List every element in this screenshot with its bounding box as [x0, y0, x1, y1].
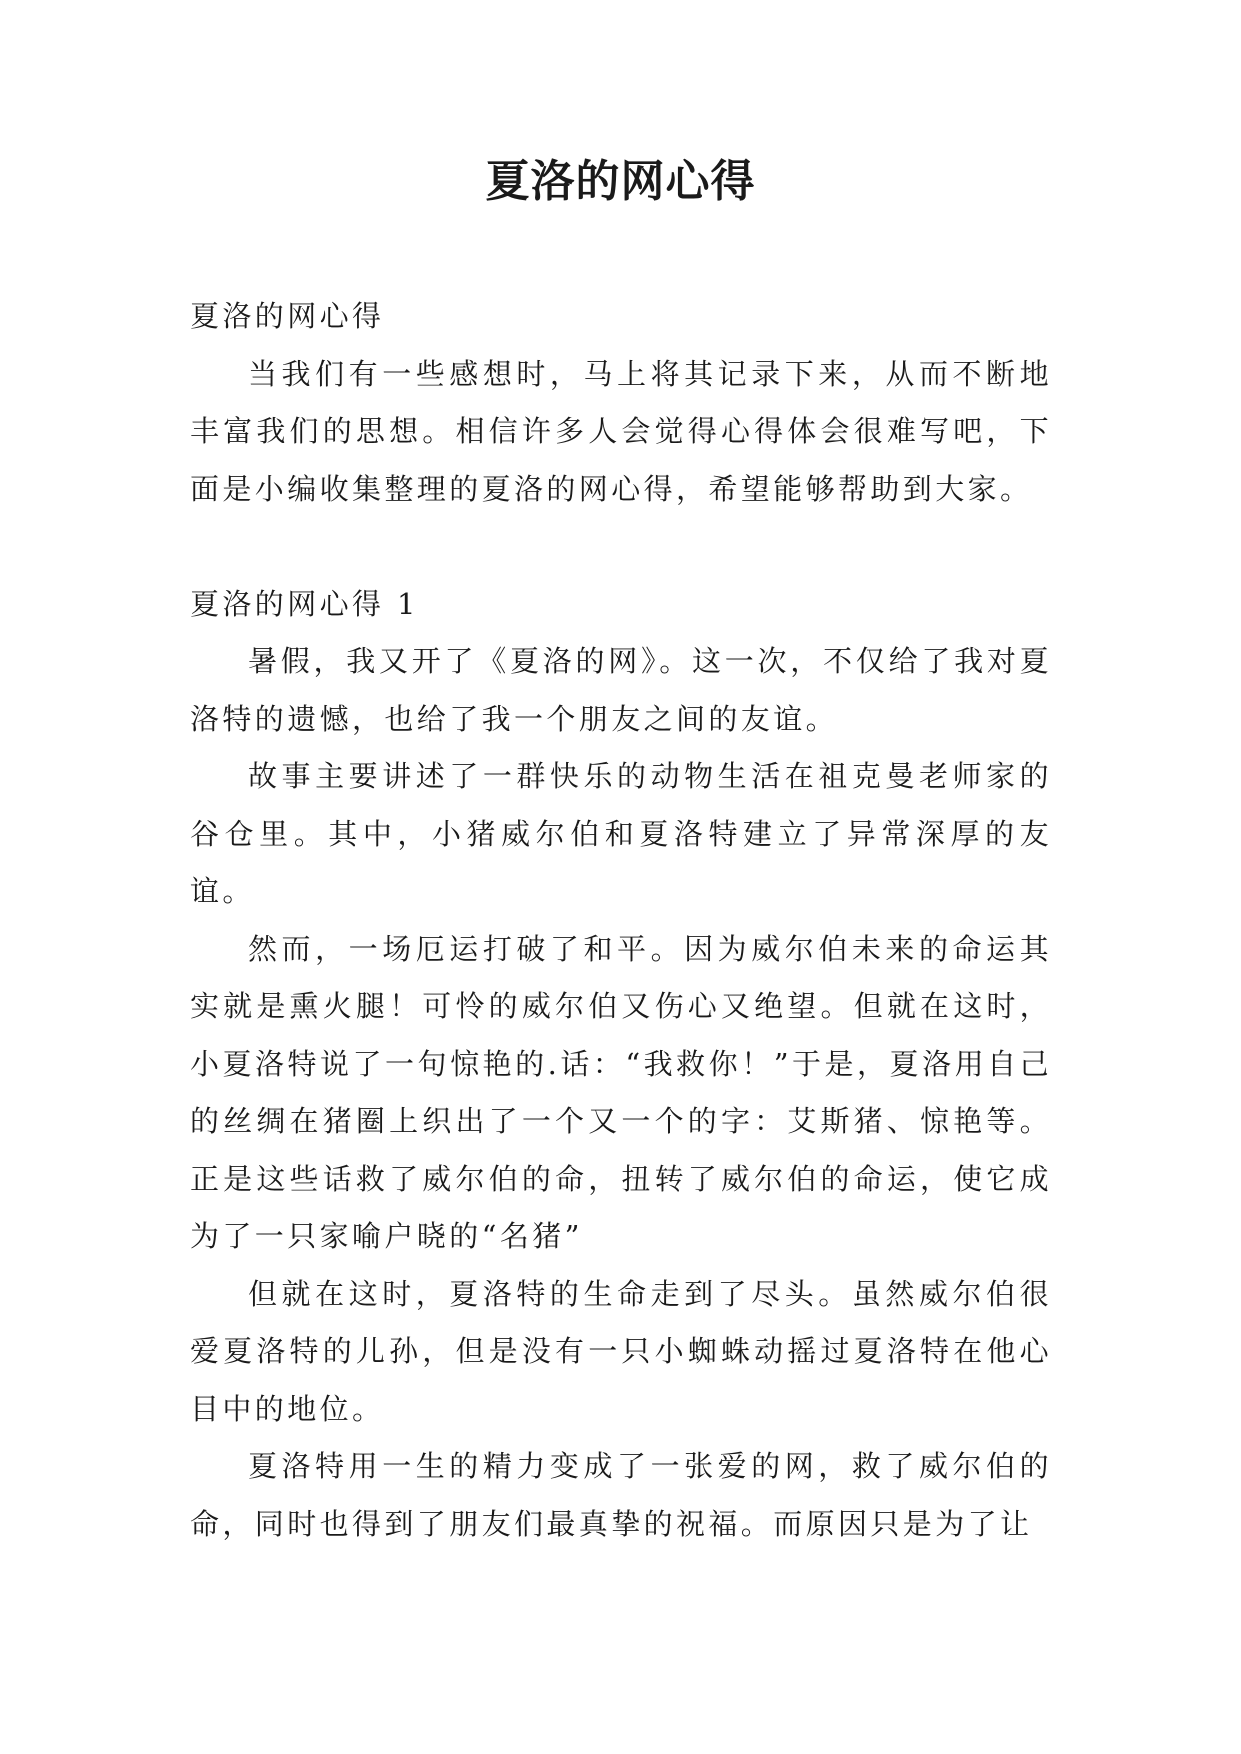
document-title: 夏洛的网心得: [485, 156, 756, 207]
document-body: [190, 288, 1052, 1553]
section-spacer: [190, 518, 1052, 576]
body-paragraph-5: 夏洛特用一生的精力变成了一张爱的网，救了威尔伯的命，同时也得到了朋友们最真挚的祝福。而原因只是为了让: [190, 1449, 1052, 1541]
body-paragraph-1: 暑假，我又开了《夏洛的网》。这一次，不仅给了我对夏洛特的遗憾，也给了我一个朋友之间的友谊。: [190, 644, 1052, 736]
section-heading: 夏洛的网心得 1: [190, 586, 419, 621]
intro-heading: 夏洛的网心得: [190, 299, 385, 333]
body-paragraph-4: 但就在这时，夏洛特的生命走到了尽头。虽然威尔伯很爱夏洛特的儿孙，但是没有一只小蜘蛛动摇过夏洛特在他心目中的地位。: [190, 1276, 1052, 1426]
intro-paragraph: 当我们有一些感想时，马上将其记录下来，从而不断地丰富我们的思想。相信许多人会觉得心得体会很难写吧，下面是小编收集整理的夏洛的网心得，希望能够帮助到大家。: [190, 356, 1052, 506]
body-paragraph-3: 然而，一场厄运打破了和平。因为威尔伯未来的命运其实就是熏火腿！可怜的威尔伯又伤心又绝望。但就在这时，小夏洛特说了一句惊艳的.话：“我救你！”于是，夏洛用自己的丝绸在猪圈上织出了一个又一个的字：艾斯猪、惊艳等。正是这些话救了威尔伯的命，扭转了威尔伯的命运，使它成为了一只家喻户晓的“名猪”: [190, 931, 1052, 1253]
body-paragraph-2: 故事主要讲述了一群快乐的动物生活在祖克曼老师家的谷仓里。其中，小猪威尔伯和夏洛特建立了异常深厚的友谊。: [190, 759, 1052, 908]
